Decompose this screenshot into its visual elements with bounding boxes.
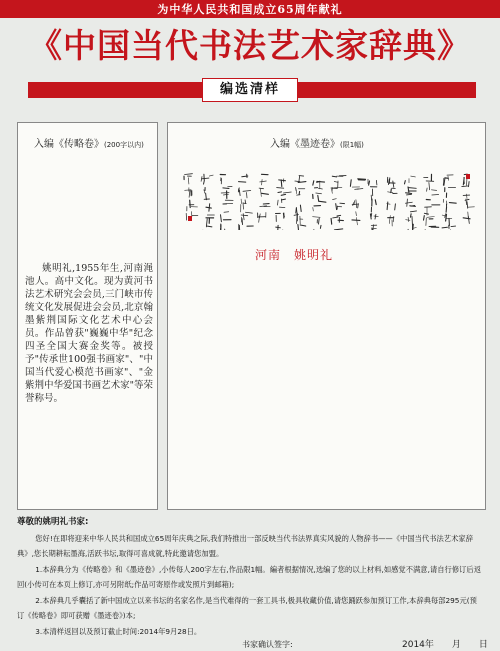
author-name: 河南 姚明礼 [255,248,334,262]
ink-glyph [462,186,470,199]
ink-glyph [204,188,207,200]
ink-glyph [294,213,303,224]
ink-glyph [260,204,270,207]
ink-glyph [295,176,306,183]
seal-stamp [188,216,192,221]
ink-glyph [387,177,395,187]
ink-glyph [424,213,435,225]
ink-glyph [427,188,439,195]
ink-glyph [388,188,398,193]
ink-glyph [352,212,360,225]
ink-glyph [276,213,285,222]
ink-glyph [443,199,456,212]
ink-glyph [425,226,439,230]
ink-glyph [387,202,396,210]
date-field[interactable]: 2014年 月 日 [402,640,488,650]
ink-glyph [241,199,246,212]
letter-paragraph: 您好!在即将迎来中华人民共和国成立65周年庆典之际,我们特推出一部反映当代书法界真实风貌的人物辞书——《中国当代书法艺术家辞典》,您长期耕耘墨海,活跃书坛,取得可喜成就,特此邀请您加盟。 [17,533,473,558]
ink-glyph [313,217,321,224]
ink-glyph [184,174,192,184]
subtitle-label: 编选清样 [202,78,298,102]
ink-glyph [333,199,345,210]
calligraphy-heading [270,135,364,150]
ink-glyph [221,187,232,199]
ink-glyph [206,215,214,227]
calligraphy-artwork [175,170,477,230]
ink-glyph [296,205,301,215]
ink-glyph [352,200,358,208]
letter-paragraph: 2.本辞典几乎囊括了新中国成立以来书坛的名家名作,是当代难得的一套工具书,极具收藏价值,请您踊跃参加预订工作,本辞典每部295元(预订《传略卷》即可获赠《墨迹卷》)本; [17,595,477,620]
ink-glyph [443,175,453,185]
ink-glyph [238,224,253,230]
seal-stamp [466,174,470,179]
ink-glyph [370,214,378,220]
ink-glyph [277,188,292,196]
ink-glyph [278,199,286,208]
ink-glyph [406,211,417,225]
ink-glyph [259,188,268,196]
ink-glyph [371,225,376,230]
calligraphy-heading-note: (限1幅) [340,141,364,149]
ink-glyph [465,199,474,208]
ink-glyph [405,176,416,184]
ink-glyph [442,214,452,226]
ink-glyph [204,199,211,211]
ink-glyph [352,187,363,190]
ink-glyph [239,174,248,182]
letter-paragraph: 1.本辞典分为《传略卷》和《墨迹卷》,小传每人200字左右,作品限1幅。編者根据情况,选编了您的以上材料,如感觉不满意,请自行修订后返回(小传可在本页上修订,亦可另附纸;作品可寄原作或发照片到邮箱); [17,564,482,589]
ink-glyph [405,199,415,206]
biography-heading-note: (200字以内) [104,141,144,149]
calligraphy-heading-text: 入编《墨迹卷》 [270,139,340,150]
ink-glyph [260,174,268,185]
ink-glyph [424,174,434,190]
ink-glyph [425,200,440,216]
ink-glyph [201,174,213,184]
ink-glyph [186,212,198,221]
ink-glyph [334,229,343,230]
ink-glyph [221,212,232,222]
ink-glyph [313,225,322,230]
ink-glyph [370,187,376,201]
ink-glyph [371,199,376,212]
page-title: 《中国当代书法艺术家辞典》 [29,26,471,65]
ink-glyph [331,215,343,224]
letter-paragraph: 3.本清样返回以及预订截止时间:2014年9月28日。 [35,626,202,636]
ink-glyph [368,179,377,185]
ink-glyph [445,187,456,197]
ink-glyph [220,224,225,230]
ink-glyph [187,200,198,211]
biography-heading [34,135,144,150]
ink-glyph [238,188,250,198]
dedication-text: 为中华人民共和国成立65周年献礼 [157,3,343,16]
ink-glyph [406,187,417,195]
ink-glyph [388,216,394,226]
invitation-letter [17,515,483,639]
ink-glyph [279,179,286,187]
ink-glyph [313,201,326,211]
ink-glyph [276,225,289,230]
ink-glyph [350,179,365,186]
ink-glyph [313,188,323,202]
ink-glyph [241,212,252,224]
ink-glyph [296,188,305,196]
ink-glyph [220,175,225,184]
ink-glyph [223,200,233,204]
ink-glyph [331,187,342,193]
letter-greeting: 尊敬的姚明礼书家: [17,517,89,527]
ink-glyph [463,212,470,224]
ink-glyph [185,188,192,198]
ink-glyph [408,224,416,230]
biography-text: 姚明礼,1955年生,河南渑池人。高中文化。现为黄河书法艺术研究会会员,三门峡市传统文化发展促进会会员,北京翰墨紫荆国际文化艺术中心会员。作品曾获"巍巍中华"纪念四圣全国大赛金奖等。被授予"传承世100强书画家"、"中国当代爱心模范书画家"、"金紫荆中华爱国书画艺术家"等荣誉称号。 [25,263,153,404]
signature-label: 书家确认签字: [242,640,293,649]
ink-glyph [332,176,346,188]
ink-glyph [442,225,456,230]
biography-heading-text: 入编《传略卷》 [34,139,104,150]
footer [17,637,488,651]
ink-glyph [297,225,306,230]
ink-glyph [258,213,266,223]
